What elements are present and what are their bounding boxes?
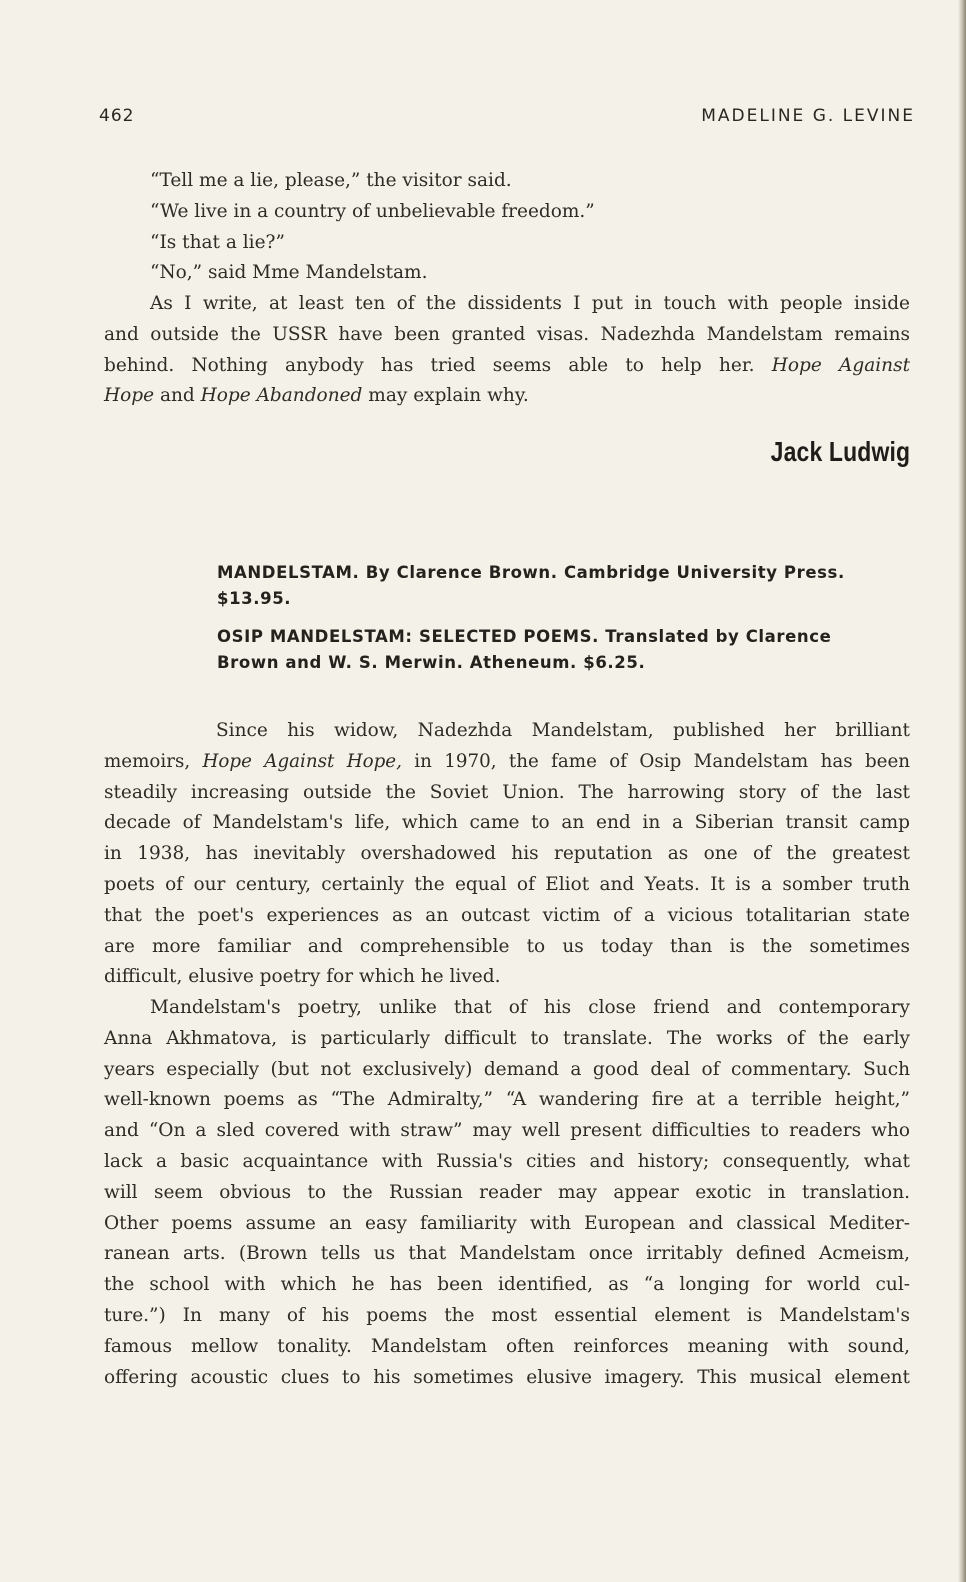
paragraph-line xyxy=(104,381,910,412)
paragraph-text: behind. Nothing anybody has tried seems able to help her. xyxy=(104,354,755,376)
paragraph-text: may explain why. xyxy=(362,385,529,407)
book-title-italic: Hope xyxy=(104,385,155,407)
review-paragraph-1 xyxy=(104,716,910,993)
book-title-italic: Hope Against Hope, xyxy=(202,750,402,772)
paragraph-text: memoirs, xyxy=(104,750,203,772)
paragraph-line: Other poems assume an easy familiarity with European and classical Mediter- xyxy=(104,1212,910,1234)
citation-line: Brown and W. S. Merwin. Atheneum. $6.25. xyxy=(217,653,646,672)
paragraph-line: As I write, at least ten of the dissidents I put in touch with people inside xyxy=(150,293,910,314)
paragraph-line: that the poet's experiences as an outcast victim of a vicious totalitarian state xyxy=(104,904,910,926)
paragraph-line: Anna Akhmatova, is particularly difficult to translate. The works of the early xyxy=(104,1027,910,1049)
paragraph-line: will seem obvious to the Russian reader may appear exotic in translation. xyxy=(104,1181,910,1203)
citation-line: MANDELSTAM. By Clarence Brown. Cambridge University Press. xyxy=(217,563,845,582)
dialogue-line: “Tell me a lie, please,” the visitor said. xyxy=(150,170,512,191)
page-number: 462 xyxy=(99,106,135,126)
paragraph-text: and xyxy=(154,385,201,407)
paragraph-line: offering acoustic clues to his sometimes elusive imagery. This musical element xyxy=(104,1366,910,1388)
paragraph-line: are more familiar and comprehensible to us today than is the sometimes xyxy=(104,935,910,957)
running-head xyxy=(99,106,915,128)
review-paragraph-2 xyxy=(104,993,910,1393)
paragraph-line: difficult, elusive poetry for which he lived. xyxy=(104,966,501,988)
paragraph-line: years especially (but not exclusively) demand a good deal of commentary. Such xyxy=(104,1058,910,1080)
paragraph-line: ture.”) In many of his poems the most essential element is Mandelstam's xyxy=(104,1304,910,1326)
dialogue-line: “We live in a country of unbelievable freedom.” xyxy=(150,200,595,222)
paragraph-line: the school with which he has been identified, as “a longing for world cul- xyxy=(104,1274,910,1296)
paragraph-line: lack a basic acquaintance with Russia's cities and history; consequently, what xyxy=(104,1150,910,1172)
paragraph-text: in 1970, the fame of Osip Mandelstam has been xyxy=(401,750,910,772)
paragraph-line: Mandelstam's poetry, unlike that of his close friend and contemporary xyxy=(150,997,910,1018)
paragraph-line: well-known poems as “The Admiralty,” “A wandering fire at a terrible height,” xyxy=(104,1089,910,1111)
paragraph-line: steadily increasing outside the Soviet Union. The harrowing story of the last xyxy=(104,781,910,803)
book-citation xyxy=(217,624,907,676)
paragraph-line: ranean arts. (Brown tells us that Mandelstam once irritably defined Acmeism, xyxy=(104,1243,910,1265)
paragraph-line: famous mellow tonality. Mandelstam often reinforces meaning with sound, xyxy=(104,1335,910,1357)
paragraph-line xyxy=(104,351,910,382)
paragraph-line xyxy=(104,747,910,778)
running-head-author: MADELINE G. LEVINE xyxy=(701,106,915,126)
paragraph-line: decade of Mandelstam's life, which came to an end in a Siberian transit camp xyxy=(104,812,910,834)
dialogue-line: “No,” said Mme Mandelstam. xyxy=(150,262,428,284)
paragraph-line: in 1938, has inevitably overshadowed his reputation as one of the greatest xyxy=(104,843,910,865)
paragraph-line: poets of our century, certainly the equal of Eliot and Yeats. It is a somber truth xyxy=(104,873,910,895)
paragraph-line: and outside the USSR have been granted visas. Nadezhda Mandelstam remains xyxy=(104,323,910,345)
paragraph-line: and “On a sled covered with straw” may well present difficulties to readers who xyxy=(104,1120,910,1142)
review-book-list xyxy=(217,560,907,676)
book-title-italic: Hope Against xyxy=(771,354,910,376)
dialogue-block xyxy=(104,166,910,289)
paragraph-line: Since his widow, Nadezhda Mandelstam, published her brilliant xyxy=(216,720,910,741)
citation-line: OSIP MANDELSTAM: SELECTED POEMS. Translated by Clarence xyxy=(217,627,832,646)
book-citation xyxy=(217,560,907,612)
page-spine-edge xyxy=(958,0,966,1582)
dialogue-line: “Is that a lie?” xyxy=(150,231,285,253)
author-signature: Jack Ludwig xyxy=(770,436,910,467)
citation-line: $13.95. xyxy=(217,589,292,608)
book-title-italic: Hope Abandoned xyxy=(200,385,363,407)
closing-paragraph xyxy=(104,289,910,412)
